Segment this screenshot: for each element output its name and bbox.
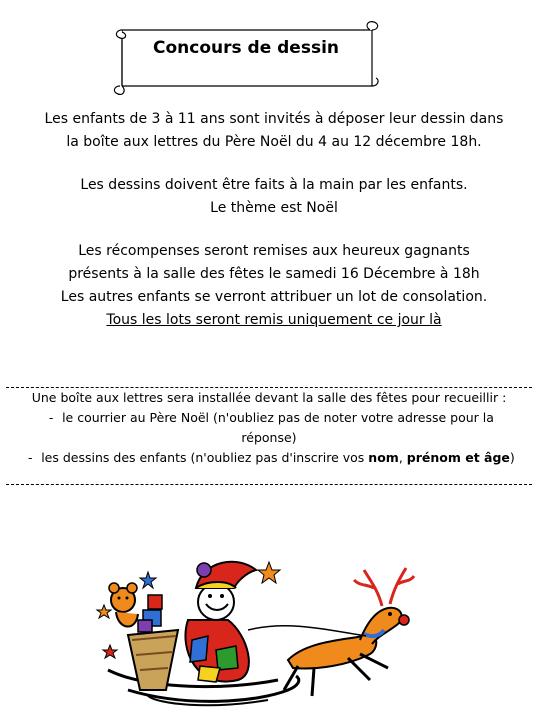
list-item-text: les dessins des enfants (n'oubliez pas d'inscrire vos bbox=[41, 450, 369, 465]
list-item bbox=[6, 408, 532, 428]
title-banner bbox=[110, 20, 382, 98]
list-item bbox=[6, 448, 532, 468]
intro-paragraph bbox=[0, 108, 548, 154]
rewards-paragraph bbox=[0, 240, 548, 332]
list-item-continuation: réponse) bbox=[241, 430, 297, 445]
notice-intro: Une boîte aux lettres sera installée devant la salle des fêtes pour recueillir : bbox=[31, 390, 507, 405]
scroll-banner-icon bbox=[110, 20, 382, 98]
bullet: - bbox=[48, 410, 54, 425]
list-item-text: le courrier au Père Noël (n'oubliez pas de noter votre adresse pour la bbox=[62, 410, 494, 425]
bullet: - bbox=[27, 450, 33, 465]
closing-paren: ) bbox=[509, 450, 515, 465]
text-line: Les dessins doivent être faits à la main par les enfants. bbox=[80, 177, 468, 193]
separator: , bbox=[398, 450, 407, 465]
page-title: Concours de dessin bbox=[152, 38, 340, 58]
text-line: Le thème est Noël bbox=[210, 200, 338, 216]
text-line: présents à la salle des fêtes le samedi 16 Décembre à 18h bbox=[68, 266, 480, 282]
rules-paragraph bbox=[0, 174, 548, 220]
text-line: la boîte aux lettres du Père Noël du 4 au 12 décembre 18h. bbox=[66, 134, 482, 150]
text-line: Les autres enfants se verront attribuer un lot de consolation. bbox=[60, 289, 488, 305]
bold-name: nom bbox=[368, 450, 399, 465]
bold-firstname-age: prénom et âge bbox=[406, 450, 510, 465]
text-line: Les enfants de 3 à 11 ans sont invités à déposer leur dessin dans bbox=[44, 111, 504, 127]
underlined-note: Tous les lots seront remis uniquement ce jour là bbox=[106, 312, 442, 328]
text-line: Les récompenses seront remises aux heureux gagnants bbox=[78, 243, 470, 259]
mailbox-notice bbox=[6, 387, 532, 485]
santa-sleigh-reindeer-icon bbox=[88, 540, 418, 712]
